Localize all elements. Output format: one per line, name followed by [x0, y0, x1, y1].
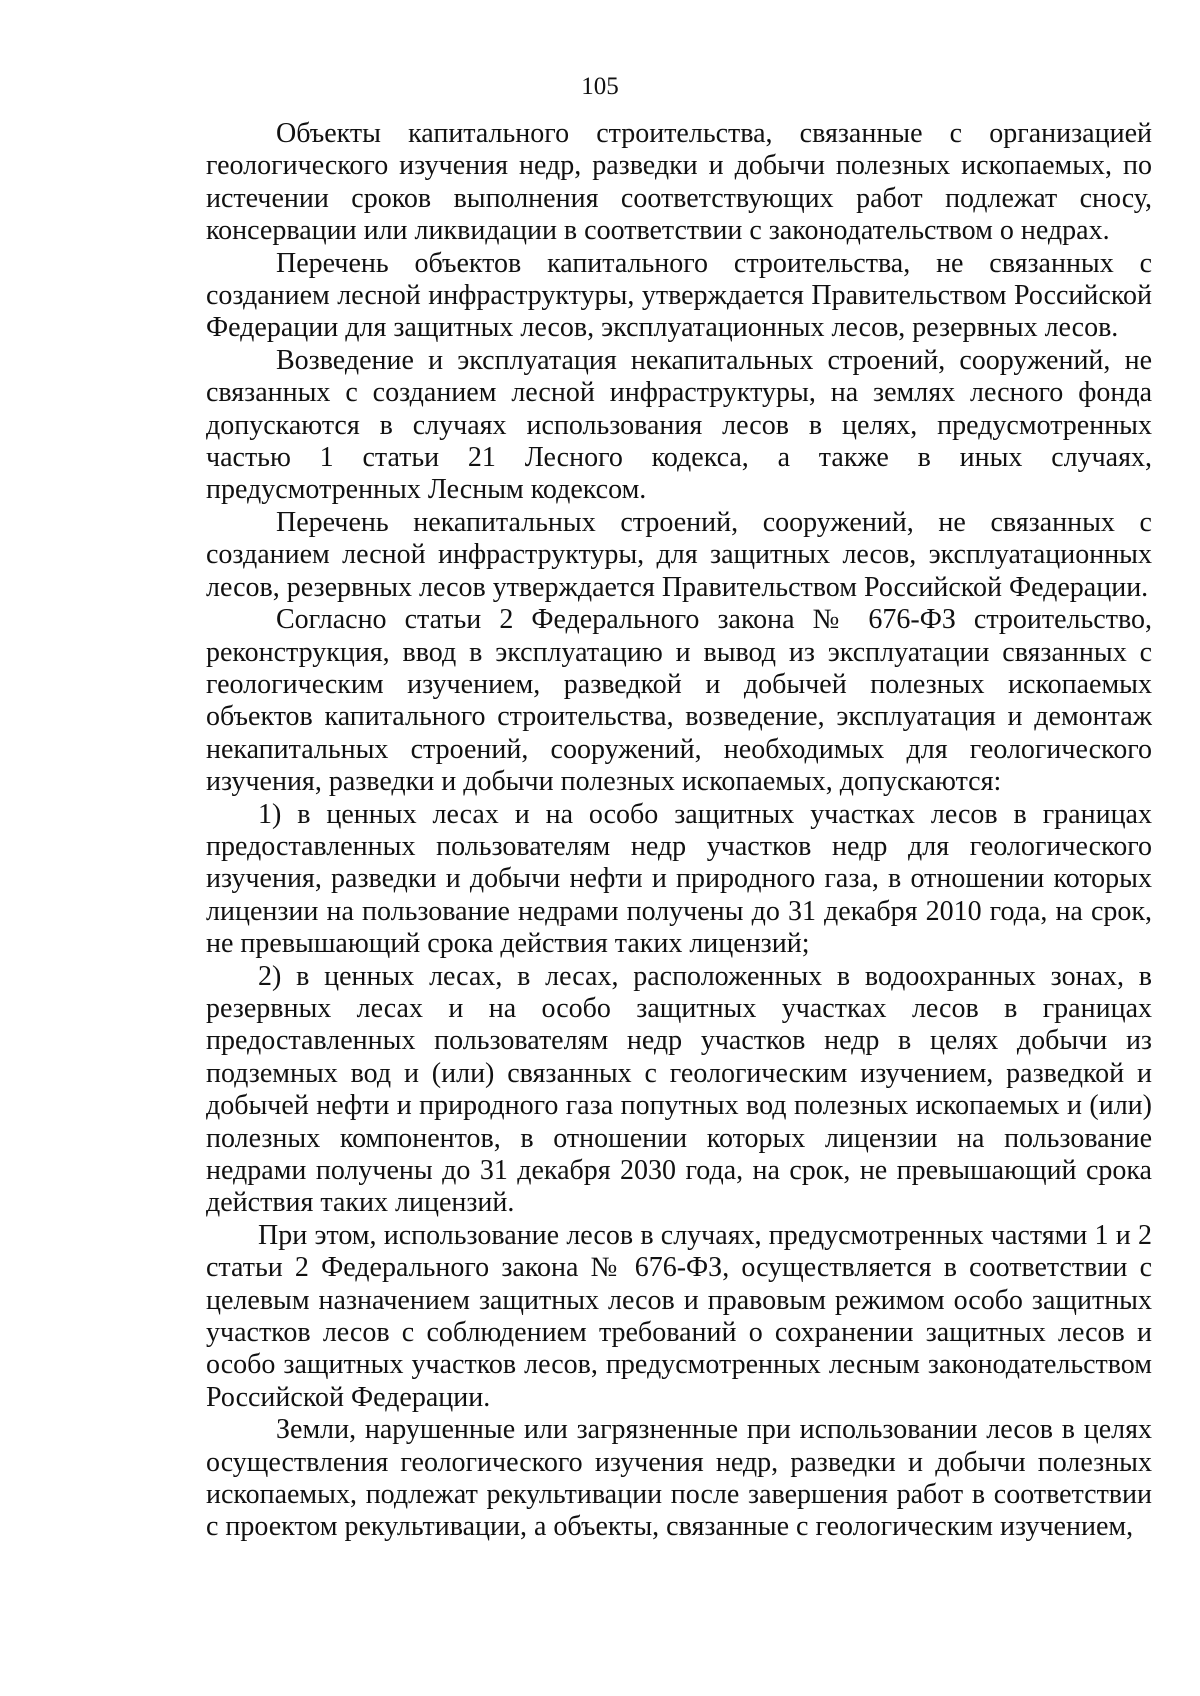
list-item-1: 1) в ценных лесах и на особо защитных участках лесов в границах предоставленных пользователям недр участков недр для геологического изучения, разведки и добычи нефти и природного газа, в отношении которых лицензии на пользование недрами получены до 31 декабря 2010 года, на срок, не превышающий срока действия таких лицензий; [206, 798, 1152, 960]
paragraph-federal-law-676: Согласно статьи 2 Федерального закона № 676-ФЗ строительство, реконструкция, ввод в эксплуатацию и вывод из эксплуатации связанных с геологическим изучением, разведкой и добычей полезных ископаемых объектов капитального строительства, возведение, эксплуатация и демонтаж некапитальных строений, сооружений, необходимых для геологического изучения, разведки и добычи полезных ископаемых, допускаются: [206, 604, 1152, 798]
paragraph-land-recultivation: Земли, нарушенные или загрязненные при использовании лесов в целях осуществления геологического изучения недр, разведки и добычи полезных ископаемых, подлежат рекультивации после завершения работ в соответствии с проектом рекультивации, а объекты, связанные с геологическим изучением, [206, 1414, 1152, 1543]
list-item-2: 2) в ценных лесах, в лесах, расположенных в водоохранных зонах, в резервных лесах и на особо защитных участках лесов в границах предоставленных пользователям недр участков недр в целях добычи из подземных вод и (или) связанных с геологическим изучением, разведкой и добычей нефти и природного газа попутных вод полезных ископаемых и (или) полезных компонентов, в отношении которых лицензии на пользование недрами получены до 31 декабря 2030 года, на срок, не превышающий срока действия таких лицензий. [206, 960, 1152, 1219]
paragraph-capital-objects-demolition: Объекты капитального строительства, связанные с организацией геологического изучения недр, разведки и добычи полезных ископаемых, по истечении сроков выполнения соответствующих работ подлежат сносу, консервации или ликвидации в соответствии с законодательством о недрах. [206, 118, 1152, 247]
paragraph-noncapital-structures-list: Перечень некапитальных строений, сооружений, не связанных с созданием лесной инфраструктуры, для защитных лесов, эксплуатационных лесов, резервных лесов утверждается Правительством Российской Федерации. [206, 506, 1152, 603]
document-body [206, 118, 1152, 1544]
page-number: 105 [581, 73, 619, 100]
paragraph-noncapital-structures: Возведение и эксплуатация некапитальных строений, сооружений, не связанных с созданием лесной инфраструктуры, на землях лесного фонда допускаются в случаях использования лесов в целях, предусмотренных частью 1 статьи 21 Лесного кодекса, а также в иных случаях, предусмотренных Лесным кодексом. [206, 344, 1152, 506]
paragraph-forest-use-conditions: При этом, использование лесов в случаях, предусмотренных частями 1 и 2 статьи 2 Федерального закона № 676-ФЗ, осуществляется в соответствии с целевым назначением защитных лесов и правовым режимом особо защитных участков лесов с соблюдением требований о сохранении защитных лесов и особо защитных участков лесов, предусмотренных лесным законодательством Российской Федерации. [206, 1219, 1152, 1413]
paragraph-capital-objects-list: Перечень объектов капитального строительства, не связанных с созданием лесной инфраструктуры, утверждается Правительством Российской Федерации для защитных лесов, эксплуатационных лесов, резервных лесов. [206, 247, 1152, 344]
